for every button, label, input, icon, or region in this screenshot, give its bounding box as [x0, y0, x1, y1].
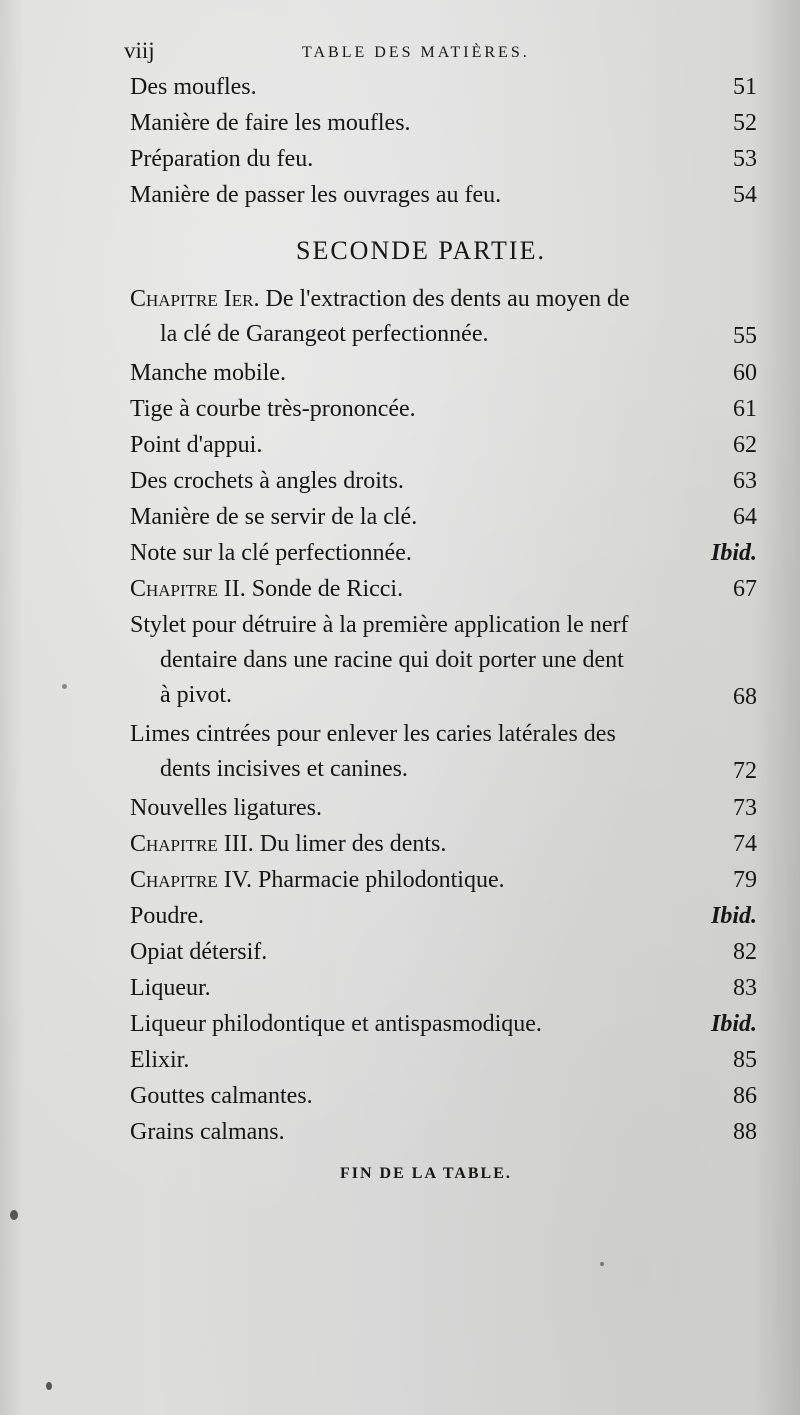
toc-entry-page: 86 [733, 1083, 757, 1109]
paper-speck [62, 684, 67, 689]
page-number: viij [124, 38, 155, 63]
toc-entry-title: Tige à courbe très-prononcée. [130, 396, 416, 422]
toc-entry-page: 82 [733, 939, 757, 965]
toc-entry-title: Des crochets à angles droits. [130, 468, 404, 494]
table-of-contents [124, 70, 759, 1151]
chapter-label: Chapitre IV. [130, 867, 253, 893]
entry-title-line: Limes cintrées pour enlever les caries latérales des [130, 721, 616, 747]
toc-entry [124, 935, 759, 971]
toc-entry [124, 1079, 759, 1115]
toc-entry-title: Point d'appui. [130, 432, 263, 458]
section-heading-text: SECONDE PARTIE. [296, 236, 546, 265]
chapter-title: Pharmacie philodontique. [258, 867, 505, 893]
toc-entry-limes [124, 717, 759, 791]
toc-entry [124, 971, 759, 1007]
section-heading [124, 214, 759, 282]
page-header [124, 38, 748, 68]
toc-entry-page: 83 [733, 975, 757, 1001]
toc-entry-page: Ibid. [710, 540, 757, 566]
toc-entry [124, 178, 759, 214]
toc-entry [124, 428, 759, 464]
toc-entry-page: 62 [733, 432, 757, 458]
toc-entry [124, 500, 759, 536]
toc-entry-title: Manche mobile. [130, 360, 286, 386]
entry-title-line: Stylet pour détruire à la première application le nerf [130, 612, 629, 638]
entry-title-continuation: à pivot. [160, 682, 232, 708]
toc-entry-title: Grains calmans. [130, 1119, 285, 1145]
toc-entry-stylet [124, 608, 759, 717]
toc-entry [124, 356, 759, 392]
chapter-title: Du limer des dents. [259, 831, 447, 857]
toc-entry-page: Ibid. [710, 1011, 757, 1037]
toc-entry-chapter-1 [124, 282, 759, 356]
toc-entry-page: 52 [733, 110, 757, 136]
toc-entry-chapter-4 [124, 863, 759, 899]
toc-entry [124, 142, 759, 178]
toc-entry-page: 63 [733, 468, 757, 494]
toc-entry-page: 68 [733, 684, 757, 710]
toc-entry-title: Gouttes calmantes. [130, 1083, 313, 1109]
toc-entry-title: Nouvelles ligatures. [130, 795, 322, 821]
chapter-title: Sonde de Ricci. [251, 576, 404, 602]
toc-entry-page: 74 [733, 831, 757, 857]
toc-entry [124, 899, 759, 935]
paper-speck [10, 1210, 18, 1220]
paper-speck [600, 1262, 604, 1266]
toc-entry-title: Préparation du feu. [130, 146, 314, 172]
chapter-label: Chapitre Ier. [130, 286, 260, 312]
toc-entry-page: 79 [733, 867, 757, 893]
toc-entry-page: 53 [733, 146, 757, 172]
toc-entry [124, 464, 759, 500]
toc-entry-page: 73 [733, 795, 757, 821]
toc-entry-title: Opiat détersif. [130, 939, 268, 965]
toc-entry-page: 88 [733, 1119, 757, 1145]
toc-entry-page: 55 [733, 323, 757, 349]
toc-entry [124, 106, 759, 142]
toc-entry-title: Elixir. [130, 1047, 190, 1073]
toc-entry-chapter-3 [124, 827, 759, 863]
toc-entry-title: Manière de se servir de la clé. [130, 504, 418, 530]
entry-title-continuation: dents incisives et canines. [160, 756, 408, 782]
chapter-title-continuation: la clé de Garangeot perfectionnée. [160, 321, 489, 347]
toc-entry-title: Liqueur philodontique et antispasmodique. [130, 1011, 542, 1037]
toc-entry [124, 70, 759, 106]
toc-entry-page: 60 [733, 360, 757, 386]
toc-entry [124, 1115, 759, 1151]
entry-title-continuation: dentaire dans une racine qui doit porter une dent [160, 647, 624, 673]
toc-entry-page: 54 [733, 182, 757, 208]
toc-entry-title: Manière de faire les moufles. [130, 110, 411, 136]
toc-entry-page: 85 [733, 1047, 757, 1073]
running-title: TABLE DES MATIÈRES. [302, 44, 530, 61]
chapter-title-line: De l'extraction des dents au moyen de [265, 286, 630, 312]
toc-entry-title: Note sur la clé perfectionnée. [130, 540, 412, 566]
paper-speck [46, 1382, 52, 1390]
chapter-label: Chapitre II. [130, 576, 246, 602]
toc-entry [124, 536, 759, 572]
toc-entry [124, 1007, 759, 1043]
toc-entry-page: 72 [733, 758, 757, 784]
toc-entry [124, 791, 759, 827]
toc-entry-chapter-2 [124, 572, 759, 608]
toc-entry-page: 51 [733, 74, 757, 100]
toc-entry-page: 61 [733, 396, 757, 422]
toc-entry-page: 64 [733, 504, 757, 530]
toc-entry-page: 67 [733, 576, 757, 602]
toc-entry-title: Manière de passer les ouvrages au feu. [130, 182, 502, 208]
toc-entry-title: Des moufles. [130, 74, 257, 100]
toc-entry-title: Poudre. [130, 903, 204, 929]
chapter-label: Chapitre III. [130, 831, 254, 857]
toc-entry [124, 1043, 759, 1079]
toc-entry-page: Ibid. [710, 903, 757, 929]
end-of-table-note: FIN DE LA TABLE. [340, 1165, 512, 1182]
toc-entry-title: Liqueur. [130, 975, 211, 1001]
toc-entry [124, 392, 759, 428]
